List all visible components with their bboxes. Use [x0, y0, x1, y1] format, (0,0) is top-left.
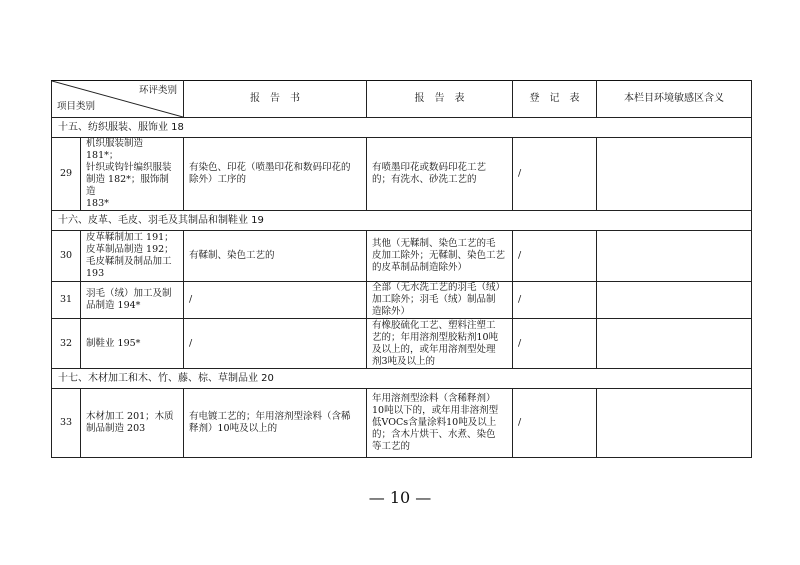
project-category-line: 193 [86, 268, 105, 279]
project-category [81, 319, 184, 369]
report-book-criteria [184, 138, 367, 211]
register-form-criteria [513, 282, 597, 319]
table-row [52, 319, 752, 369]
report-form-criteria-line: 等工艺的 [372, 441, 411, 452]
page-number: — 10 — [368, 488, 432, 507]
project-category-line: 羽毛（绒）加工及制 [86, 288, 172, 299]
row-number [52, 389, 81, 458]
header-sensitive-area: 本栏目环境敏感区含义 [597, 81, 752, 118]
project-category [81, 389, 184, 458]
report-book-criteria-line: 有电镀工艺的；年用溶剂型涂料（含稀 [189, 411, 351, 422]
project-category-line: 183* [86, 198, 109, 209]
report-form-criteria-line: 皮加工除外；无鞣制、染色工艺 [372, 250, 506, 261]
report-book-criteria-line: 有染色、印花（喷墨印花和数码印花的 [189, 162, 351, 173]
report-form-criteria-line: 有橡胶硫化工艺、塑料注塑工 [372, 319, 496, 331]
report-book-criteria [184, 282, 367, 319]
section-header-row [52, 118, 752, 138]
project-category-line: 木材加工 201；木质 [86, 411, 174, 422]
register-form-criteria-line: / [518, 168, 522, 179]
report-book-criteria [184, 319, 367, 369]
project-category-line: 品制造 194* [86, 300, 141, 311]
report-form-criteria-line: 全部（无水洗工艺的羽毛（绒） [372, 282, 506, 293]
row-number-line: 31 [59, 294, 73, 305]
register-form-criteria [513, 138, 597, 211]
header-report-form: 报 告 表 [367, 81, 513, 118]
report-form-criteria-line: 的；含木片烘干、水煮、染色 [372, 429, 496, 440]
report-form-criteria [367, 282, 513, 319]
report-form-criteria [367, 319, 513, 369]
diagonal-header-cell [52, 81, 184, 118]
row-number-line: 30 [59, 250, 73, 261]
project-category [81, 282, 184, 319]
row-number-line: 32 [59, 337, 73, 349]
section-title: 十六、皮革、毛皮、羽毛及其制品和制鞋业 19 [52, 211, 752, 231]
report-form-criteria-line: 艺的；年用溶剂型胶粘剂10吨 [372, 331, 499, 343]
project-category-line: 制品制造 203 [86, 423, 146, 434]
report-form-criteria-line: 及以上的，或年用溶剂型处理 [372, 343, 496, 355]
register-form-criteria-line: / [518, 417, 522, 428]
sensitive-area-definition [597, 319, 752, 369]
section-header-row [52, 211, 752, 231]
report-form-criteria [367, 138, 513, 211]
report-form-criteria-line: 有喷墨印花或数码印花工艺 [372, 162, 487, 173]
report-book-criteria-line: / [189, 294, 193, 305]
report-book-criteria-line: 除外）工序的 [189, 174, 247, 185]
report-form-criteria-line: 剂3吨及以上的 [372, 355, 436, 367]
project-category-line: 制造 182*；服饰制造 [86, 174, 169, 197]
section-title: 十五、纺织服装、服饰业 18 [52, 118, 752, 138]
row-number [52, 138, 81, 211]
project-category [81, 231, 184, 282]
report-form-criteria-line: 的；有洗水、砂洗工艺的 [372, 174, 477, 185]
row-number [52, 231, 81, 282]
project-category-line: 制鞋业 195* [86, 337, 141, 349]
report-form-criteria-line: 的皮革制品制造除外） [372, 262, 468, 273]
project-category [81, 138, 184, 211]
project-category-line: 皮革制品制造 192； [86, 244, 174, 255]
project-category-line: 针织或钩针编织服装 [86, 162, 172, 173]
classification-table [51, 80, 752, 458]
table-header-row [52, 81, 752, 118]
header-eia-category: 环评类别 [138, 85, 177, 96]
report-form-criteria [367, 389, 513, 458]
sensitive-area-definition [597, 138, 752, 211]
section-title: 十七、木材加工和木、竹、藤、棕、草制品业 20 [52, 369, 752, 389]
report-book-criteria [184, 389, 367, 458]
report-form-criteria-line: 低VOCs含量涂料10吨及以上 [372, 417, 497, 428]
row-number-line: 33 [59, 417, 73, 428]
report-form-criteria [367, 231, 513, 282]
table-row [52, 231, 752, 282]
row-number [52, 282, 81, 319]
row-number-line: 29 [59, 168, 73, 179]
section-header-row [52, 369, 752, 389]
report-form-criteria-line: 其他（无鞣制、染色工艺的毛 [372, 238, 496, 249]
register-form-criteria-line: / [518, 250, 522, 261]
table-row [52, 389, 752, 458]
register-form-criteria [513, 231, 597, 282]
table-row [52, 282, 752, 319]
project-category-line: 机织服装制造 181*； [86, 138, 144, 161]
report-book-criteria-line: / [189, 337, 193, 349]
report-book-criteria-line: 有鞣制、染色工艺的 [189, 250, 275, 261]
report-form-criteria-line: 加工除外；羽毛（绒）制品制 [372, 294, 496, 305]
report-form-criteria-line: 造除外） [372, 306, 411, 317]
register-form-criteria-line: / [518, 337, 522, 349]
report-form-criteria-line: 年用溶剂型涂料（含稀释剂） [372, 393, 496, 404]
header-register-form: 登 记 表 [513, 81, 597, 118]
report-form-criteria-line: 10吨以下的，或年用非溶剂型 [372, 405, 499, 416]
header-report-book: 报 告 书 [184, 81, 367, 118]
register-form-criteria-line: / [518, 294, 522, 305]
project-category-line: 毛皮鞣制及制品加工 [86, 256, 172, 267]
report-book-criteria [184, 231, 367, 282]
register-form-criteria [513, 389, 597, 458]
header-project-category: 项目类别 [57, 101, 96, 112]
report-book-criteria-line: 释剂）10吨及以上的 [189, 423, 278, 434]
table-row [52, 138, 752, 211]
sensitive-area-definition [597, 389, 752, 458]
row-number [52, 319, 81, 369]
sensitive-area-definition [597, 231, 752, 282]
sensitive-area-definition [597, 282, 752, 319]
register-form-criteria [513, 319, 597, 369]
project-category-line: 皮革鞣制加工 191； [86, 232, 174, 243]
